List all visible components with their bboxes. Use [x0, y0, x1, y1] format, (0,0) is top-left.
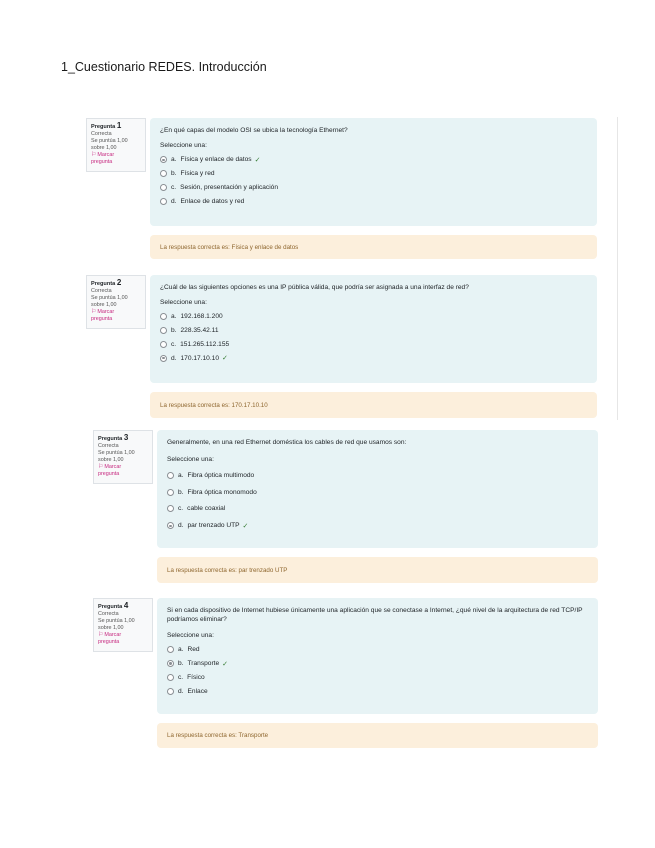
flag-icon: ⚐ — [91, 152, 97, 158]
radio-button[interactable] — [167, 688, 174, 695]
answer-option[interactable]: d. 170.17.10.10 ✓ — [160, 351, 587, 365]
answer-prompt: Seleccione una: — [160, 142, 207, 149]
radio-button[interactable] — [167, 472, 174, 479]
answer-list — [160, 153, 587, 208]
question-info — [93, 598, 153, 652]
radio-button[interactable] — [160, 327, 167, 334]
question-grade: Se puntúa 1,00 sobre 1,00 — [98, 450, 135, 463]
answer-prompt: Seleccione una: — [167, 456, 214, 463]
flag-icon: ⚐ — [98, 632, 104, 638]
question-content — [157, 598, 598, 714]
question-state: Correcta — [98, 443, 119, 449]
answer-option[interactable]: a. Física y enlace de datos ✓ — [160, 153, 587, 167]
feedback-box: La respuesta correcta es: 170.17.10.10 — [150, 392, 597, 418]
radio-button[interactable] — [160, 313, 167, 320]
radio-button[interactable] — [167, 489, 174, 496]
radio-button[interactable] — [160, 156, 167, 163]
radio-button[interactable] — [160, 355, 167, 362]
flag-question-link[interactable]: ⚐Marcar pregunta — [91, 152, 115, 165]
answer-prompt: Seleccione una: — [167, 632, 214, 639]
answer-option[interactable]: c. cable coaxial — [167, 501, 588, 518]
check-icon: ✓ — [222, 355, 228, 363]
question-content — [157, 430, 598, 548]
answer-option[interactable]: a. 192.168.1.200 — [160, 310, 587, 324]
answer-option[interactable]: d. Enlace de datos y red — [160, 194, 587, 208]
question-grade: Se puntúa 1,00 sobre 1,00 — [91, 138, 128, 151]
question-state: Correcta — [91, 288, 112, 294]
feedback-box: La respuesta correcta es: par trenzado UTP — [157, 557, 598, 583]
answer-option[interactable]: c. Sesión, presentación y aplicación — [160, 181, 587, 195]
radio-button[interactable] — [167, 660, 174, 667]
question-info — [86, 118, 146, 172]
radio-button[interactable] — [167, 674, 174, 681]
answer-prompt: Seleccione una: — [160, 299, 207, 306]
feedback-box: La respuesta correcta es: Física y enlace de datos — [150, 235, 597, 259]
radio-button[interactable] — [160, 170, 167, 177]
flag-question-link[interactable]: ⚐Marcar pregunta — [98, 464, 122, 477]
radio-button[interactable] — [160, 198, 167, 205]
answer-option[interactable]: c. Físico — [167, 671, 588, 685]
page-divider — [617, 117, 618, 420]
question-text: Generalmente, en una red Ethernet doméstica los cables de red que usamos son: — [167, 439, 407, 446]
answer-option[interactable]: c. 151.265.112.155 — [160, 338, 587, 352]
document-title: 1_Cuestionario REDES. Introducción — [61, 60, 267, 74]
question-grade: Se puntúa 1,00 sobre 1,00 — [98, 618, 135, 631]
feedback-box: La respuesta correcta es: Transporte — [157, 723, 598, 748]
question-number: Pregunta 4 — [98, 601, 129, 610]
flag-icon: ⚐ — [98, 464, 104, 470]
question-number: Pregunta 1 — [91, 121, 122, 130]
flag-icon: ⚐ — [91, 309, 97, 315]
answer-option[interactable]: d. Enlace — [167, 684, 588, 698]
answer-option[interactable]: a. Fibra óptica multimodo — [167, 467, 588, 484]
flag-question-link[interactable]: ⚐Marcar pregunta — [98, 632, 122, 645]
answer-option[interactable]: b. 228.35.42.11 — [160, 324, 587, 338]
question-state: Correcta — [91, 131, 112, 137]
check-icon: ✓ — [254, 156, 261, 164]
check-icon: ✓ — [222, 660, 229, 668]
radio-button[interactable] — [167, 646, 174, 653]
answer-list — [160, 310, 587, 365]
question-text: ¿Cuál de las siguientes opciones es una IP pública válida, que podría ser asignada a una interfaz de red? — [160, 284, 469, 291]
question-info — [93, 430, 153, 484]
question-content — [150, 118, 597, 226]
answer-list — [167, 467, 588, 534]
question-text: Si en cada dispositivo de Internet hubiese únicamente una aplicación que se conectase a Internet, ¿qué nivel de la arquitectura de red TCP/IP podríamos eliminar? — [167, 607, 583, 623]
question-info — [86, 275, 146, 329]
question-number: Pregunta 2 — [91, 278, 122, 287]
answer-list — [167, 643, 588, 698]
answer-option[interactable]: b. Fibra óptica monomodo — [167, 484, 588, 501]
question-number: Pregunta 3 — [98, 433, 129, 442]
answer-option[interactable]: d. par trenzado UTP ✓ — [167, 517, 588, 534]
answer-option[interactable]: b. Física y red — [160, 167, 587, 181]
question-content — [150, 275, 597, 383]
radio-button[interactable] — [160, 184, 167, 191]
answer-option[interactable]: b. Transporte ✓ — [167, 657, 588, 671]
radio-button[interactable] — [167, 505, 174, 512]
flag-question-link[interactable]: ⚐Marcar pregunta — [91, 309, 115, 322]
question-grade: Se puntúa 1,00 sobre 1,00 — [91, 295, 128, 308]
check-icon: ✓ — [242, 522, 249, 530]
answer-option[interactable]: a. Red — [167, 643, 588, 657]
question-state: Correcta — [98, 611, 119, 617]
radio-button[interactable] — [160, 341, 167, 348]
question-text: ¿En qué capas del modelo OSI se ubica la tecnología Ethernet? — [160, 127, 348, 134]
radio-button[interactable] — [167, 522, 174, 529]
